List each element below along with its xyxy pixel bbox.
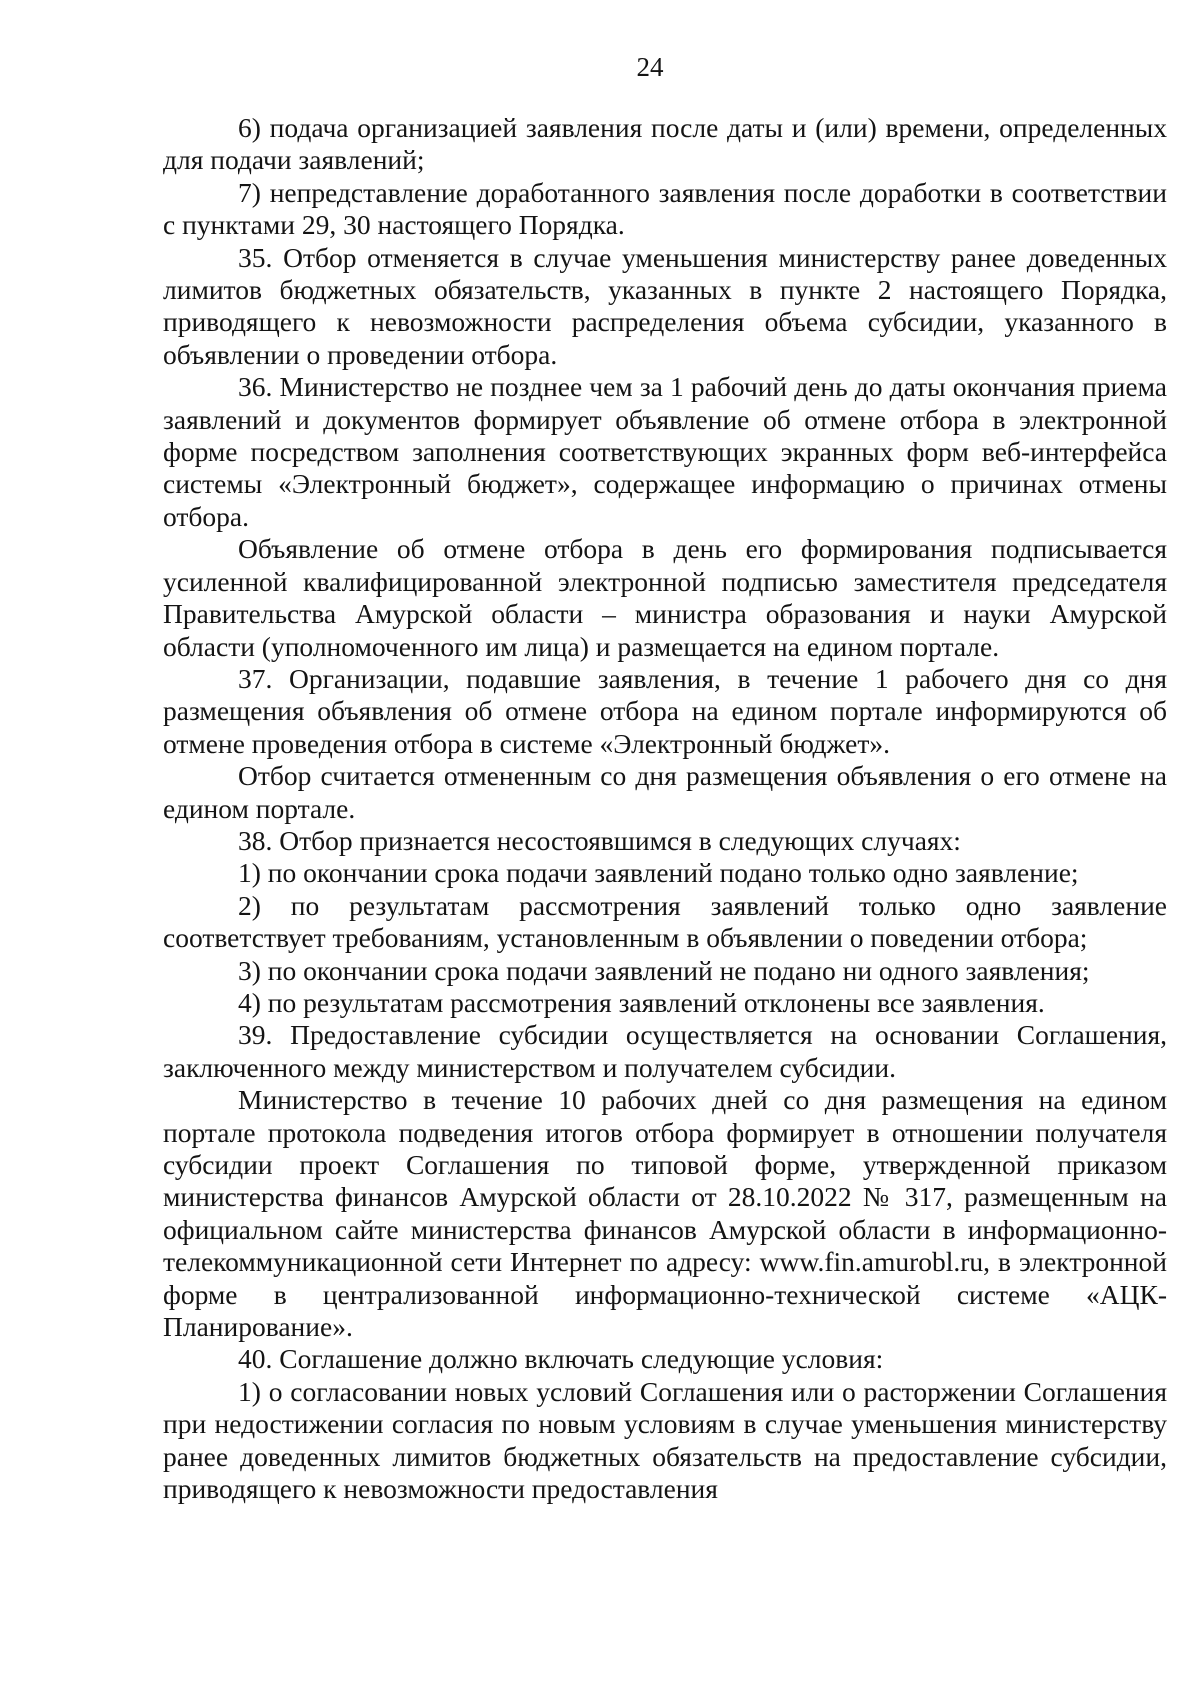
paragraph: 40. Соглашение должно включать следующие условия: (238, 1343, 884, 1375)
paragraph: 4) по результатам рассмотрения заявлений отклонены все заявления. (238, 986, 1045, 1018)
paragraph: 35. Отбор отменяется в случае уменьшения министерству ранее доведенных лимитов бюджетных обязательств, указанных в пункте 2 настоящего Порядка, приводящего к невозможности распределения объема субсидии, указанного в объявлении о проведении отбора. (163, 241, 1167, 370)
paragraph: 39. Предоставление субсидии осуществляется на основании Соглашения, заключенного между министерством и получателем субсидии. (163, 1019, 1167, 1083)
paragraph: 38. Отбор признается несостоявшимся в следующих случаях: (238, 824, 961, 856)
paragraph: Объявление об отмене отбора в день его формирования подписывается усиленной квалифицированной электронной подписью заместителя председателя Правительства Амурской области – министра образования и науки Амурской области (уполномоченного им лица) и размещается на едином портале. (163, 533, 1167, 662)
paragraph: 7) непредставление доработанного заявления после доработки в соответствии с пунктами 29, 30 настоящего Порядка. (163, 176, 1167, 241)
document-body (163, 112, 1167, 1505)
page-number: 24 (636, 52, 664, 82)
paragraph: Отбор считается отмененным со дня размещения объявления о его отмене на едином портале. (163, 760, 1167, 824)
paragraph: 3) по окончании срока подачи заявлений не подано ни одного заявления; (238, 954, 1090, 986)
paragraph: Министерство в течение 10 рабочих дней со дня размещения на едином портале протокола подведения итогов отбора формирует в отношении получателя субсидии проект Соглашения по типовой форме, утвержденной приказом министерства финансов Амурской области от 28.10.2022 № 317, размещенным на официальном сайте министерства финансов Амурской области в информационно-телекоммуникационной сети Интернет по адресу: www.fin.amurobl.ru, в электронной форме в централизованной информационно-технической системе «АЦК-Планирование». (163, 1084, 1167, 1343)
paragraph: 36. Министерство не позднее чем за 1 рабочий день до даты окончания приема заявлений и документов формирует объявление об отмене отбора в электронной форме посредством заполнения соответствующих экранных форм веб-интерфейса системы «Электронный бюджет», содержащее информацию о причинах отмены отбора. (163, 371, 1167, 532)
paragraph: 1) по окончании срока подачи заявлений подано только одно заявление; (238, 857, 1079, 889)
paragraph: 2) по результатам рассмотрения заявлений только одно заявление соответствует требованиям, установленным в объявлении о поведении отбора; (163, 889, 1167, 954)
paragraph: 1) о согласовании новых условий Соглашения или о расторжении Соглашения при недостижении согласия по новым условиям в случае уменьшения министерству ранее доведенных лимитов бюджетных обязательств на предоставление субсидии, приводящего к невозможности предоставления (163, 1375, 1167, 1505)
paragraph: 37. Организации, подавшие заявления, в течение 1 рабочего дня со дня размещения объявления об отмене отбора на едином портале информируются об отмене проведения отбора в системе «Электронный бюджет». (163, 662, 1167, 759)
paragraph: 6) подача организацией заявления после даты и (или) времени, определенных для подачи заявлений; (163, 112, 1167, 176)
